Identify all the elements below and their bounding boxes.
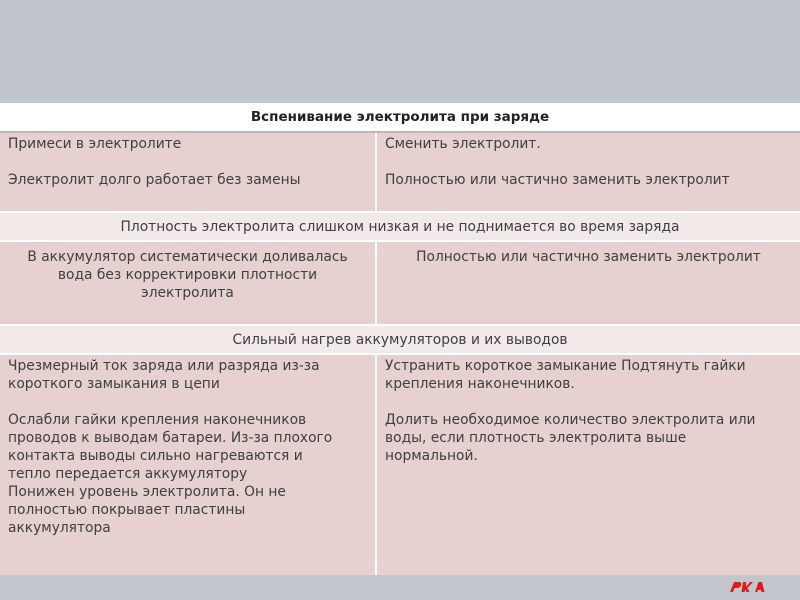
cell-line: Сменить электролит. xyxy=(385,136,541,152)
table-title: Вспенивание электролита при заряде xyxy=(0,103,800,132)
cell-line: контакта выводы сильно нагреваются и xyxy=(8,448,303,464)
table-row xyxy=(0,241,800,325)
cell-line: Долить необходимое количество электролита или xyxy=(385,412,756,428)
cause-cell xyxy=(0,241,376,325)
cell-line: проводов к выводам батареи. Из-за плохого xyxy=(8,430,333,446)
table-row xyxy=(0,354,800,583)
cell-line: нормальной. xyxy=(385,448,478,464)
cause-cell xyxy=(0,354,376,583)
cell-line: В аккумулятор систематически доливалась xyxy=(27,249,348,265)
cell-line: Ослабли гайки крепления наконечников xyxy=(8,412,307,428)
cell-line: Полностью или частично заменить электролит xyxy=(416,249,761,265)
troubleshooting-table xyxy=(0,103,800,584)
cell-line: Устранить короткое замыкание Подтянуть гайки xyxy=(385,358,746,374)
cell-line: Примеси в электролите xyxy=(8,136,182,152)
rzd-logo-icon xyxy=(727,578,769,596)
section-heading: Сильный нагрев аккумуляторов и их выводов xyxy=(0,325,800,354)
cell-line: электролита xyxy=(141,285,234,301)
table-title-row xyxy=(0,103,800,132)
cell-line: аккумулятора xyxy=(8,520,111,536)
cell-line: крепления наконечников. xyxy=(385,376,575,392)
footer-band xyxy=(0,575,800,600)
cell-line: Электролит долго работает без замены xyxy=(8,172,301,188)
cell-line: полностью покрывает пластины xyxy=(8,502,246,518)
cell-line: тепло передается аккумулятору xyxy=(8,466,248,482)
cause-cell xyxy=(0,132,376,212)
cell-line: вода без корректировки плотности xyxy=(57,267,318,283)
remedy-cell xyxy=(376,132,800,212)
header-band xyxy=(0,0,800,103)
section-heading: Плотность электролита слишком низкая и не поднимается во время заряда xyxy=(0,212,800,241)
table-row xyxy=(0,132,800,212)
cell-line: короткого замыкания в цепи xyxy=(8,376,220,392)
remedy-cell xyxy=(376,241,800,325)
section-row xyxy=(0,212,800,241)
section-row xyxy=(0,325,800,354)
cell-line: воды, если плотность электролита выше xyxy=(385,430,687,446)
cell-line: Понижен уровень электролита. Он не xyxy=(8,484,286,500)
cell-line: Чрезмерный ток заряда или разряда из-за xyxy=(8,358,320,374)
cell-line: Полностью или частично заменить электролит xyxy=(385,172,730,188)
remedy-cell xyxy=(376,354,800,583)
